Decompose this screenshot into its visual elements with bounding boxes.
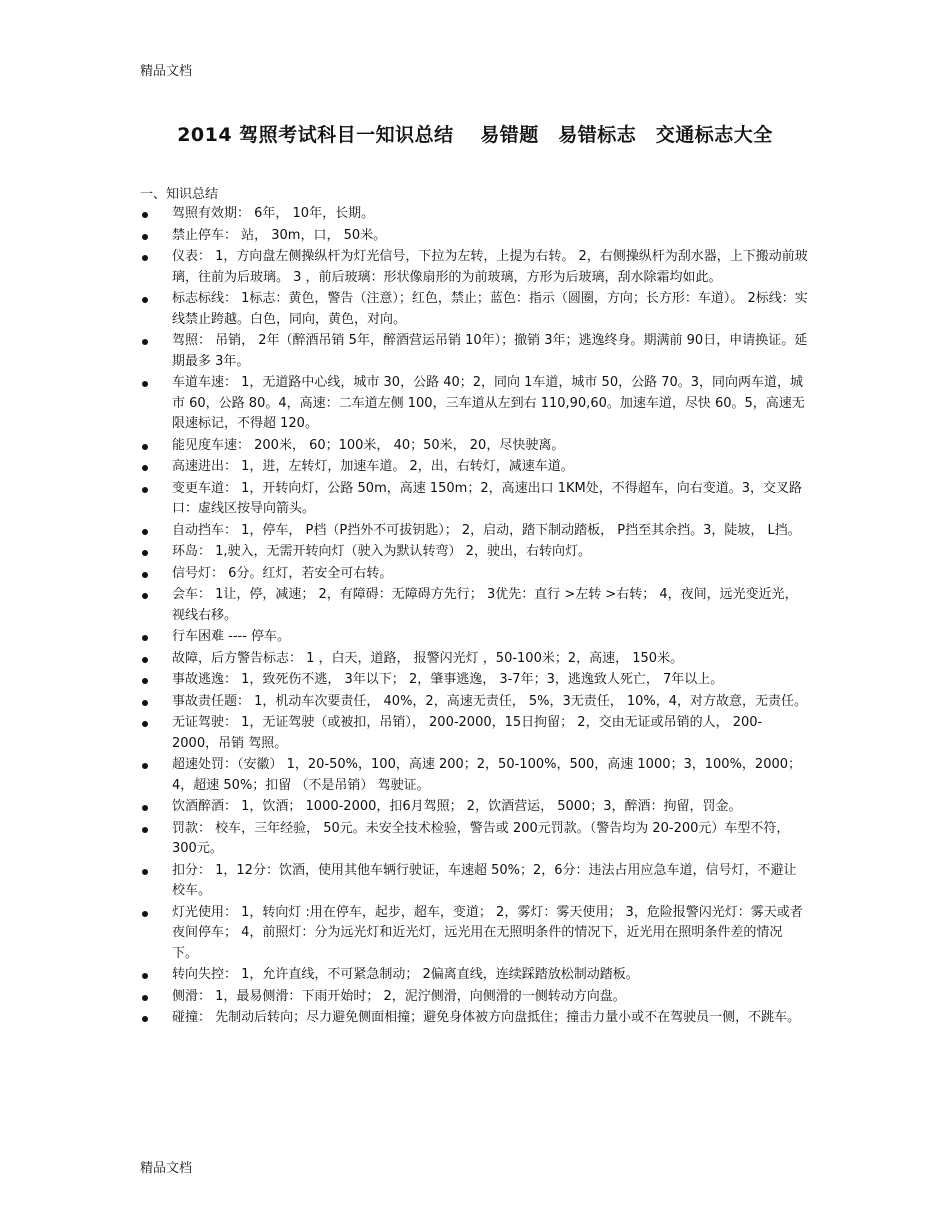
bullet-icon xyxy=(142,255,148,261)
list-item xyxy=(140,373,808,435)
bullet-icon xyxy=(142,657,148,663)
list-item xyxy=(140,479,808,520)
bullet-icon xyxy=(142,635,148,641)
bullet-icon xyxy=(142,212,148,218)
bullet-icon xyxy=(142,381,148,387)
list-item-text: 转向失控： 1，允许直线，不可紧急制动； 2偏离直线，连续踩踏放松制动踏板。 xyxy=(172,967,639,982)
bullet-icon xyxy=(142,678,148,684)
list-item xyxy=(140,965,808,986)
list-item xyxy=(140,861,808,902)
bullet-icon xyxy=(142,234,148,240)
bullet-icon xyxy=(142,339,148,345)
list-item-text: 碰撞： 先制动后转向；尽力避免侧面相撞；避免身体被方向盘抵住；撞击力量小或不在驾驶员一侧，不跳车。 xyxy=(172,1010,801,1025)
bullet-icon xyxy=(142,827,148,833)
list-item-text: 扣分： 1，12分：饮酒，使用其他车辆行驶证，车速超 50%；2，6分：违法占用应急车道，信号灯，不避让校车。 xyxy=(172,862,797,898)
list-item-text: 禁止停车： 站， 30m，口， 50米。 xyxy=(172,227,387,243)
bullet-icon xyxy=(142,572,148,578)
list-item-text: 饮酒醉酒： 1，饮酒； 1000-2000，扣6月驾照； 2，饮酒营运， 5000；3，醉酒：拘留，罚金。 xyxy=(172,799,742,814)
list-item xyxy=(140,755,808,796)
bullet-icon xyxy=(142,529,148,535)
section-heading: 一、知识总结 xyxy=(140,187,219,202)
list-item-text: 超速处罚：（安徽） 1，20-50%，100，高速 200；2，50-100%，500，高速 1000；3，100%，2000；4，超速 50%；扣留 （不是吊销） 驾驶证。 xyxy=(172,757,802,793)
bullet-icon xyxy=(142,550,148,556)
list-item-text: 车道车速： 1，无道路中心线，城市 30，公路 40；2，同向 1车道，城市 50，公路 70。3，同向两车道，城市 60，公路 80。4，高速：二车道左侧 100，三车道从左到右 110,90,60。加速车道，尽快 60。5，高速无限速标记，不得超 120。 xyxy=(172,375,805,431)
bullet-icon xyxy=(142,869,148,875)
bullet-icon xyxy=(142,444,148,450)
list-item-text: 会车： 1让，停，减速； 2，有障碍：无障碍方先行； 3优先：直行 >左转 >右转； 4，夜间，远光变近光，视线右移。 xyxy=(172,587,798,623)
bullet-icon xyxy=(142,465,148,471)
bullet-icon xyxy=(142,973,148,979)
list-item xyxy=(140,457,808,478)
page-header: 精品文档 xyxy=(140,64,193,79)
list-item xyxy=(140,797,808,818)
bullet-icon xyxy=(142,721,148,727)
bullet-icon xyxy=(142,487,148,493)
list-item xyxy=(140,204,808,225)
list-item-text: 罚款： 校车，三年经验， 50元。未安全技术检验，警告或 200元罚款。（警告均为 20-200元）车型不符， 300元。 xyxy=(172,820,790,856)
bullet-icon xyxy=(142,1016,148,1022)
list-item xyxy=(140,903,808,965)
list-item-text: 自动挡车： 1，停车， P档（P挡外不可拔钥匙）； 2，启动，踏下制动踏板， P挡至其余挡。3，陡坡， L挡。 xyxy=(172,522,801,538)
list-item xyxy=(140,819,808,860)
bullet-icon xyxy=(142,995,148,1001)
bullet-icon xyxy=(142,805,148,811)
list-item-text: 事故逃逸： 1，致死伤不逃， 3年以下； 2，肇事逃逸， 3-7年；3，逃逸致人死亡， 7年以上。 xyxy=(172,672,724,687)
bullet-icon xyxy=(142,297,148,303)
bullet-icon xyxy=(142,763,148,769)
knowledge-list xyxy=(140,204,808,1030)
list-item xyxy=(140,436,808,457)
list-item-text: 高速进出： 1，进，左转灯，加速车道。 2，出，右转灯，减速车道。 xyxy=(172,459,574,474)
list-item-text: 行车困难 ---- 停车。 xyxy=(172,629,291,644)
list-item xyxy=(140,649,808,670)
list-item xyxy=(140,542,808,563)
list-item xyxy=(140,564,808,585)
list-item-text: 能见度车速： 200米， 60；100米， 40；50米， 20，尽快驶离。 xyxy=(172,437,565,453)
list-item-text: 环岛： 1,驶入，无需开转向灯（驶入为默认转弯） 2，驶出，右转向灯。 xyxy=(172,544,591,559)
list-item-text: 事故责任题： 1，机动车次要责任， 40%，2，高速无责任， 5%，3无责任， 10%，4，对方故意，无责任。 xyxy=(172,693,808,709)
list-item-text: 仪表： 1，方向盘左侧操纵杆为灯光信号，下拉为左转，上提为右转。 2，右侧操纵杆为刮水器，上下搬动前玻璃，往前为后玻璃。 3 ，前后玻璃：形状像扇形的为前玻璃，方形为后玻璃，刮水除霜均如此。 xyxy=(172,249,808,285)
list-item xyxy=(140,289,808,330)
list-item xyxy=(140,692,808,713)
list-item-text: 驾照有效期： 6年， 10年，长期。 xyxy=(172,206,375,221)
list-item-text: 侧滑： 1，最易侧滑：下雨开始时； 2，泥泞侧滑，向侧滑的一侧转动方向盘。 xyxy=(172,988,626,1004)
list-item xyxy=(140,670,808,691)
page-footer: 精品文档 xyxy=(140,1161,193,1176)
list-item xyxy=(140,987,808,1008)
list-item xyxy=(140,226,808,247)
bullet-icon xyxy=(142,911,148,917)
list-item-text: 故障，后方警告标志： 1 ，白天，道路， 报警闪光灯 ，50-100米；2，高速， 150米。 xyxy=(172,650,684,666)
document-title: 2014 驾照考试科目一知识总结 易错题 易错标志 交通标志大全 xyxy=(177,124,773,146)
list-item-text: 信号灯： 6分。红灯，若安全可右转。 xyxy=(172,565,393,581)
list-item xyxy=(140,713,808,754)
list-item xyxy=(140,627,808,648)
list-item xyxy=(140,1008,808,1029)
bullet-icon xyxy=(142,700,148,706)
list-item-text: 标志标线： 1标志：黄色，警告（注意）；红色，禁止；蓝色：指示（圆圈，方向；长方形：车道）。 2标线：实线禁止跨越。白色，同向，黄色，对向。 xyxy=(172,291,808,327)
list-item-text: 驾照： 吊销， 2年（醉酒吊销 5年，醉酒营运吊销 10年）；撤销 3年；逃逸终身。期满前 90日，申请换证。延期最多 3年。 xyxy=(172,333,808,369)
list-item-text: 灯光使用： 1，转向灯 :用在停车，起步，超车，变道； 2，雾灯：雾天使用； 3，危险报警闪光灯：雾天或者夜间停车； 4，前照灯：分为远光灯和近光灯，远光用在无照明条件的情况下，近光用在照明条件差的情况下。 xyxy=(172,904,803,961)
list-item xyxy=(140,331,808,372)
bullet-icon xyxy=(142,593,148,599)
list-item-text: 无证驾驶： 1，无证驾驶（或被扣，吊销）， 200-2000，15日拘留； 2，交由无证或吊销的人， 200-2000，吊销 驾照。 xyxy=(172,715,763,751)
list-item xyxy=(140,585,808,626)
list-item xyxy=(140,247,808,288)
list-item xyxy=(140,521,808,542)
list-item-text: 变更车道： 1，开转向灯，公路 50m，高速 150m；2，高速出口 1KM处，不得超车，向右变道。3，交叉路口：虚线区按导向箭头。 xyxy=(172,480,803,516)
